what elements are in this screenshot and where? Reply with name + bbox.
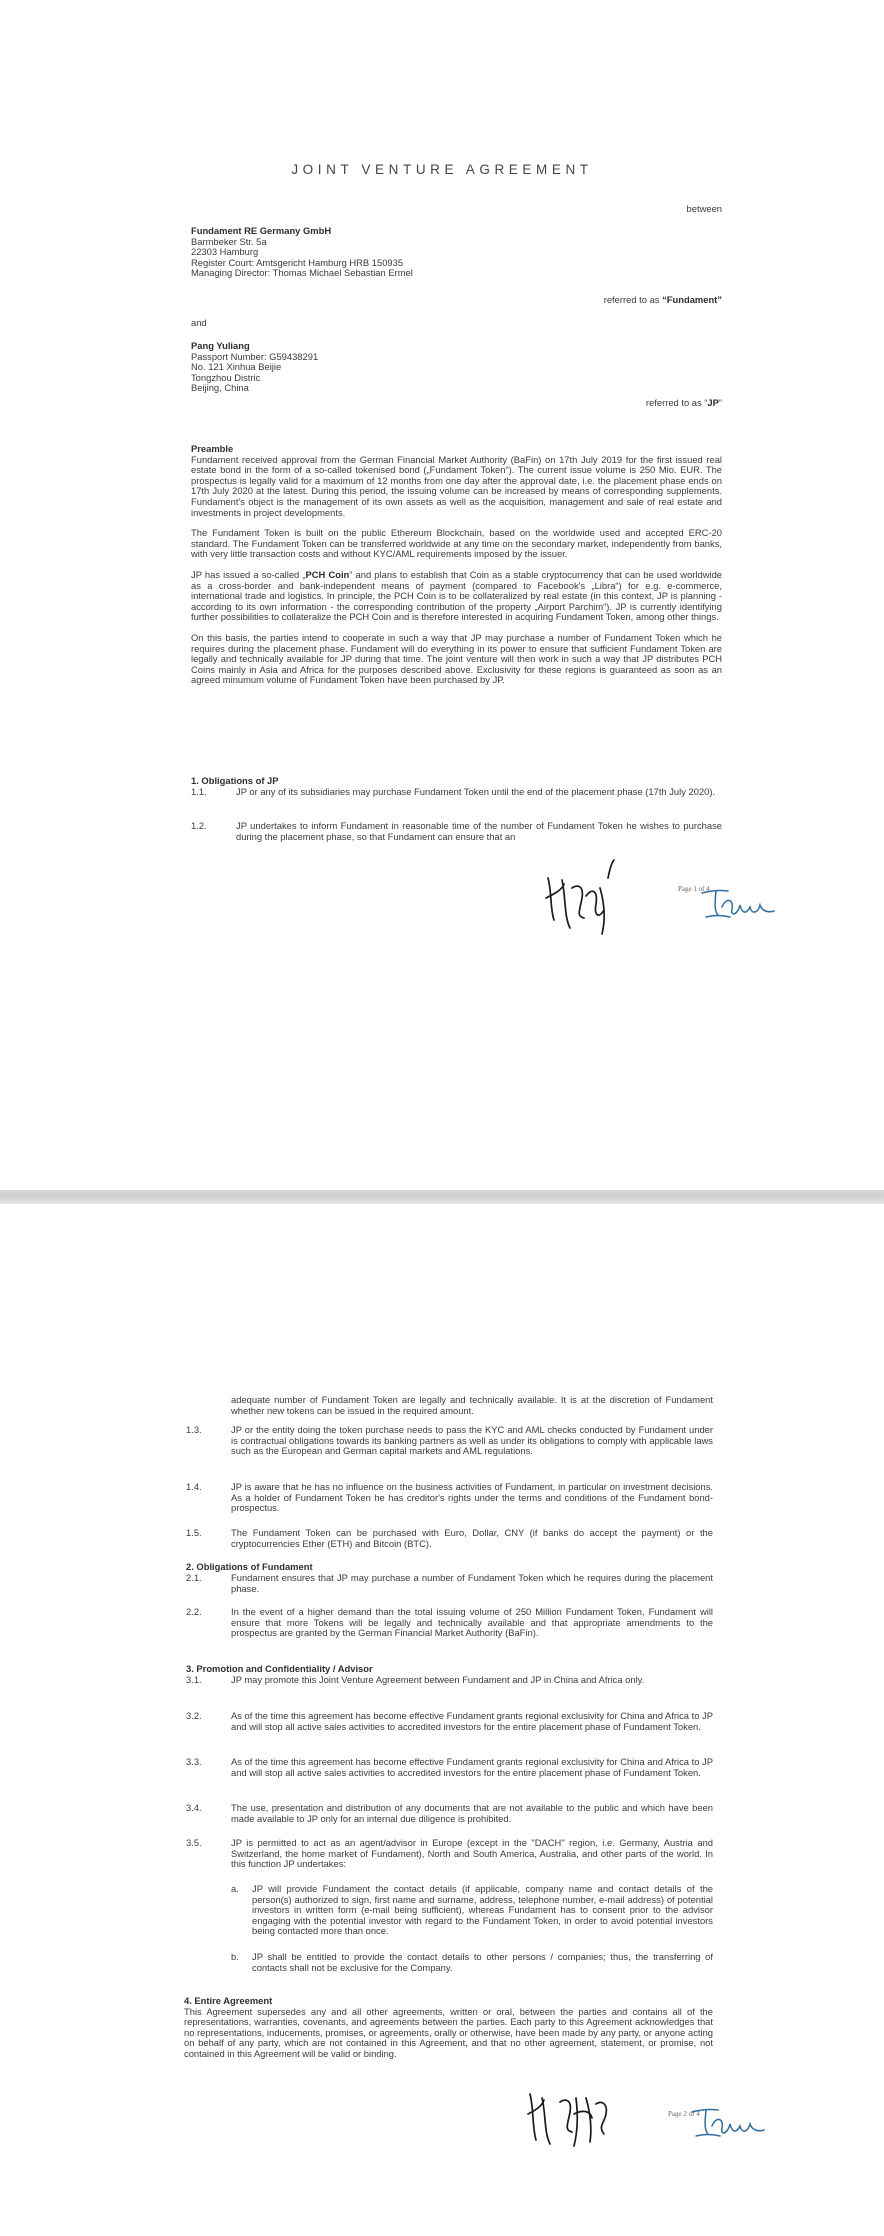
clause-number: 2.2. [186, 1606, 202, 1617]
clause-3-5 [186, 1838, 713, 1871]
clause-1-4 [186, 1482, 713, 1515]
referred-name: “Fundament” [662, 294, 722, 305]
party-fundament [191, 226, 611, 279]
party2-line: Tongzhou Distric [191, 371, 261, 383]
clause-text: JP is aware that he has no influence on the business activities of Fundament, in particular on investment decisions. As a holder of Fundament Token he has creditor's rights under the terms and conditions of the Fundament bond-prospectus. [231, 1481, 713, 1514]
clause-number: 1.4. [186, 1481, 202, 1492]
pch-text-a: JP has issued a so-called „ [191, 568, 306, 580]
section-paragraph: This Agreement supersedes any and all other agreements, written or oral, between the parties and contains all of the representations, warranties, covenants, and agreements between the parties. Each party to this Agreement acknowledges that no representations, inducements, promises, or agreements, orally or otherwise, have been made by any party, or anyone acting on behalf of any party, which are not contained in this Agreement, and that no other agreement, statement, or promise, not contained in this Agreement will be valid or binding. [184, 2005, 713, 2059]
clause-2-2 [186, 1607, 713, 1651]
clause-text: JP is permitted to act as an agent/advisor in Europe (except in the "DACH" region, i.e. Germany, Austria and Switzerland, the home market of Fundament), North and South America, Australia, and other parts of the world. In this function JP undertakes: [231, 1837, 713, 1870]
party1-line: Barmbeker Str. 5a [191, 235, 267, 247]
section-4 [184, 1996, 713, 2060]
section-heading: 3. Promotion and Confidentiality / Advisor [186, 1663, 373, 1674]
signature-jp-icon [524, 2084, 624, 2154]
clause-text: As of the time this agreement has become effective Fundament grants regional exclusivity for China and Africa to JP and will stop all active sales activities to accredited investors for the entire placement phase of Fundament Token. [231, 1756, 713, 1778]
clause-number: 3.1. [186, 1674, 202, 1685]
preamble-paragraph: Fundament received approval from the German Financial Market Authority (BaFin) on 17th July 2019 for the first issued real estate bond in the form of a so-called tokenised bond („Fundament Token“). The current issue volume is 250 Mio. EUR. The prospectus is legally valid for a maximum of 12 months from one day after the approval date, i.e. the placement phase ends on 17th July 2020 at the latest. During this period, the issuing volume can be increased by means of corresponding supplements. Fundament's object is the management of its own assets as well as the acquisition, management and sale of real estate and investments in project developments. [191, 453, 722, 518]
clause-1-1 [191, 787, 722, 809]
and-label: and [191, 317, 207, 328]
clause-number: 2.1. [186, 1572, 202, 1583]
clause-letter: b. [231, 1951, 239, 1962]
clause-text: adequate number of Fundament Token are legally and technically available. It is at the discretion of Fundament whether new tokens can be issued in the required amount. [231, 1394, 713, 1416]
party1-line: 22303 Hamburg [191, 246, 259, 258]
party2-line: Passport Number: G59438291 [191, 350, 319, 362]
clause-3-5-b [231, 1952, 713, 1974]
party2-line: No. 121 Xinhua Beijie [191, 361, 282, 373]
clause-text: The Fundament Token can be purchased with Euro, Dollar, CNY (if banks do accept the payment) or the cryptocurrencies Ether (ETH) and Bitcoin (BTC). [231, 1527, 713, 1549]
section-heading: 1. Obligations of JP [191, 775, 279, 786]
referred-prefix: referred to as “ [645, 397, 708, 408]
clause-text: JP may promote this Joint Venture Agreement between Fundament and JP in China and Africa only. [231, 1674, 645, 1685]
clause-text: As of the time this agreement has become effective Fundament grants regional exclusivity for China and Africa to JP and will stop all active sales activities to accredited investors for the entire placement phase of Fundament Token. [231, 1710, 713, 1732]
clause-1-2-continued [186, 1395, 713, 1417]
page-number: Page 1 of 4 [678, 885, 710, 893]
clause-number: 1.3. [186, 1424, 202, 1435]
section-2-heading [186, 1562, 713, 1573]
preamble-paragraph: The Fundament Token is built on the public Ethereum Blockchain, based on the worldwide used and accepted ERC-20 standard. The Fundament Token can be transferred worldwide at any time on the secondary market, independently from banks, with very little transaction costs and without KYC/AML requirements imposed by the issuer. [191, 527, 722, 560]
clause-number: 1.1. [191, 786, 207, 797]
clause-number: 3.3. [186, 1756, 202, 1767]
party2-name: Pang Yuliang [191, 340, 250, 351]
preamble [191, 444, 722, 686]
clause-2-1 [186, 1573, 713, 1595]
document-title: JOINT VENTURE AGREEMENT [291, 162, 593, 177]
signature-jp-icon [540, 858, 630, 938]
clause-letter: a. [231, 1883, 239, 1894]
clause-3-2 [186, 1711, 713, 1744]
clause-text: JP or the entity doing the token purchase needs to pass the KYC and AML checks conducted by Fundament under is contractual obligations towards its banking partners as well as under its obligations to comply with applicable laws such as the European and German capital markets and AML regulations. [231, 1424, 713, 1457]
clause-number: 1.5. [186, 1527, 202, 1538]
party1-line: Register Court: Amtsgericht Hamburg HRB 150935 [191, 256, 404, 268]
preamble-paragraph [191, 570, 722, 623]
clause-number: 1.2. [191, 820, 207, 831]
document-page-2 [0, 1204, 884, 2236]
pch-text-c: “ and plans to establish that Coin as a stable cryptocurrency that can be used worldwide as a cross-border and bank-independent means of payment (compared to Facebook's „Libra“) for e.g. e-commerce, international trade and logistics. In principle, the PCH Coin is to be collateralized by real estate (in this context, JP is planning - according to its own information - the corresponding contribution of the property „Airport Parchim“). JP is currently identifying further possibilities to collateralize the PCH Coin and is therefore interested in acquiring Fundament Token, among other things. [191, 568, 722, 623]
party1-line: Managing Director: Thomas Michael Sebastian Ermel [191, 267, 413, 279]
section-3-heading [186, 1664, 713, 1675]
clause-text: JP undertakes to inform Fundament in reasonable time of the number of Fundament Token he wishes to purchase during the placement phase, so that Fundament can ensure that an [236, 820, 722, 842]
clause-text: Fundament ensures that JP may purchase a number of Fundament Token which he requires during the placement phase. [231, 1572, 713, 1594]
pch-coin-term: PCH Coin [305, 568, 350, 580]
section-heading: 2. Obligations of Fundament [186, 1561, 313, 1572]
clause-3-1 [186, 1675, 713, 1697]
clause-text: JP or any of its subsidiaries may purchase Fundament Token until the end of the placement phase (17th July 2020). [236, 786, 716, 797]
clause-3-3 [186, 1757, 713, 1790]
referred-prefix: referred to as [603, 294, 660, 305]
between-label: between [686, 203, 722, 214]
party1-referred [480, 295, 722, 306]
party2-referred [500, 398, 722, 409]
party2-line: Beijing, China [191, 382, 249, 394]
page-separator [0, 1190, 884, 1204]
signature-fundament-icon [690, 2104, 780, 2144]
clause-text: JP shall be entitled to provide the contact details to other persons / companies; thus, the transferring of contacts shall not be exclusive for the Company. [252, 1951, 713, 1973]
clause-text: JP will provide Fundament the contact details (if applicable, company name and contact details of the person(s) authorized to sign, first name and surname, address, telephone number, e-mail address) of potential investors in written form (e-mail being sufficient), whereas Fundament has to consent prior to the advisor engaging with the potential investor with regard to the Fundament Token, in order to avoid potential investors being contacted more than once. [252, 1883, 713, 1937]
clause-text: In the event of a higher demand than the total issuing volume of 250 Million Fundament Token, Fundament will ensure that more Tokens will be legally and technically available and that appropriate amendments to the prospectus are granted by the German Financial Market Authority (BaFin). [231, 1606, 713, 1639]
clause-1-2 [191, 821, 722, 853]
referred-suffix: ” [718, 397, 722, 408]
clause-text: The use, presentation and distribution of any documents that are not available to the public and which have been made available to JP only for an internal due diligence is prohibited. [231, 1802, 713, 1824]
signature-fundament-icon [700, 885, 790, 925]
clause-3-4 [186, 1803, 713, 1825]
clause-number: 3.5. [186, 1837, 202, 1848]
party1-name: Fundament RE Germany GmbH [191, 225, 332, 236]
preamble-heading: Preamble [191, 443, 234, 454]
section-1-heading [191, 776, 722, 787]
party-jp [191, 341, 611, 394]
clause-3-5-a [231, 1884, 713, 1939]
preamble-paragraph: On this basis, the parties intend to cooperate in such a way that JP may purchase a number of Fundament Token which he requires during the placement phase. Fundament will do everything in its power to ensure that sufficient Fundament Token are legally and technically available for JP during that time. The joint venture will then work in such a way that JP distributes PCH Coins mainly in Asia and Africa for the purposes described above. Exclusivity for these regions is guaranteed as soon as an agreed minumum volume of Fundament Token have been purchased by JP. [191, 631, 722, 686]
section-heading: 4. Entire Agreement [184, 1995, 273, 2006]
clause-1-5 [186, 1528, 713, 1550]
clause-1-3 [186, 1425, 713, 1469]
clause-number: 3.2. [186, 1710, 202, 1721]
clause-number: 3.4. [186, 1802, 202, 1813]
page-number: Page 2 of 4 [668, 2110, 700, 2118]
referred-name: JP [707, 397, 719, 408]
